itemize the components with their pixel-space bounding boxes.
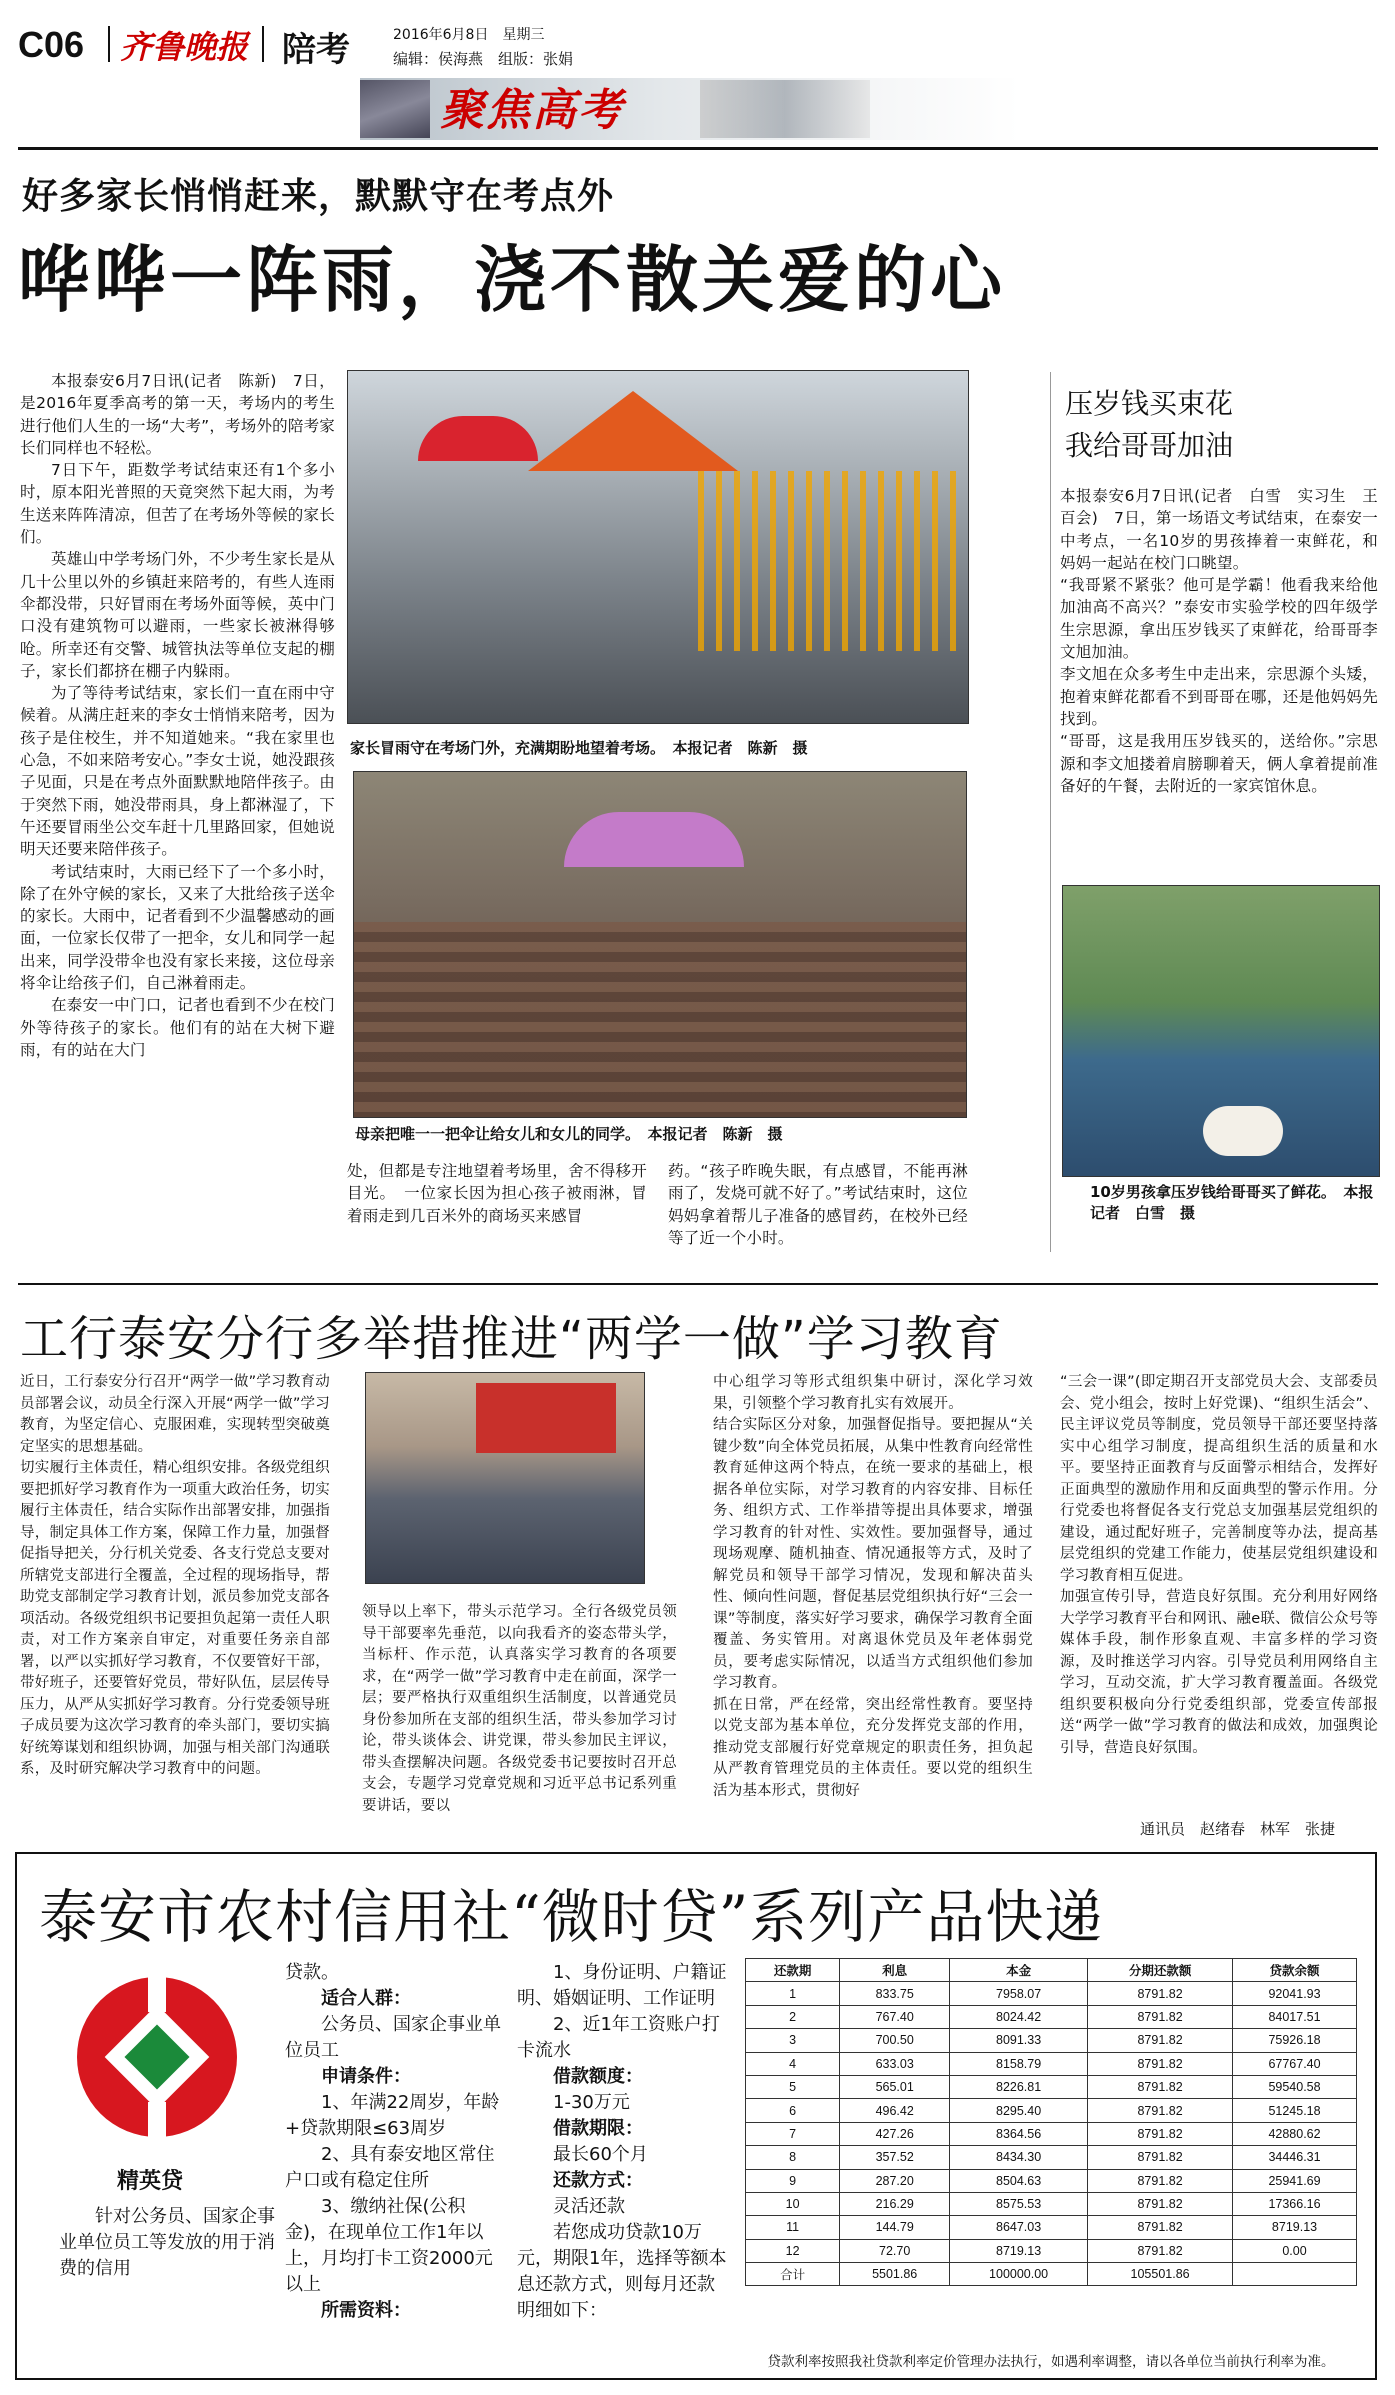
table-row xyxy=(746,2052,1357,2075)
table-row xyxy=(746,2192,1357,2215)
table-cell: 105501.86 xyxy=(1088,2263,1233,2286)
repayment-table xyxy=(745,1958,1357,2286)
table-cell: 8791.82 xyxy=(1088,2169,1233,2192)
newspaper-logo: 齐鲁晚报 xyxy=(120,28,249,66)
story1-paragraph: 为了等待考试结束，家长们一直在雨中守候着。从满庄赶来的李女士悄悄来陪考，因为孩子是住校生，并不知道她来。“我在家里也心急，不如来陪考安心。”李女士说，她没跟孩子见面，只是在考点外面默默地陪伴孩子。由于突然下雨，她没带雨具，身上都淋湿了，下午还要冒雨坐公交车赶十几里路回家，但她说明天还要来陪伴孩子。 xyxy=(20,684,335,859)
story1-kicker: 好多家长悄悄赶来，默默守在考点外 xyxy=(22,176,615,217)
table-row xyxy=(746,2216,1357,2239)
story2-photo-caption: 10岁男孩拿压岁钱给哥哥买了鲜花。 本报记者 白雪 摄 xyxy=(1090,1183,1374,1222)
section-name: 陪考 xyxy=(282,30,350,70)
table-cell: 8158.79 xyxy=(950,2052,1088,2075)
table-row xyxy=(746,2075,1357,2098)
table-cell: 8791.82 xyxy=(1088,1982,1233,2005)
table-cell: 700.50 xyxy=(840,2029,950,2052)
table-cell: 67767.40 xyxy=(1233,2052,1357,2075)
table-cell: 8791.82 xyxy=(1088,2146,1233,2169)
table-header-cell: 本金 xyxy=(950,1959,1088,1982)
table-cell: 25941.69 xyxy=(1233,2169,1357,2192)
table-cell: 8719.13 xyxy=(950,2239,1088,2262)
ad-line: 公务员、国家企事业单位员工 xyxy=(285,2014,501,2061)
table-cell: 496.42 xyxy=(840,2099,950,2122)
story1-column-2: 处，但都是专注地望着考场里，舍不得移开目光。 一位家长因为担心孩子被雨淋，冒着雨走到几百米外的商场买来感冒 xyxy=(347,1162,647,1225)
table-cell: 565.01 xyxy=(840,2075,950,2098)
table-cell: 5 xyxy=(746,2075,840,2098)
story1-headline: 哗哗一阵雨，浇不散关爱的心 xyxy=(18,237,1007,322)
ad-headline: 泰安市农村信用社“微时贷”系列产品快递 xyxy=(39,1883,1104,1951)
table-cell: 34446.31 xyxy=(1233,2146,1357,2169)
story1-paragraph: 考试结束时，大雨已经下了一个多小时，除了在外守候的家长，又来了大批给孩子送伞的家长。大雨中，记者看到不少温馨感动的画面，一位家长仅带了一把伞，女儿和同学一起出来，同学没带伞也没有家长来接，这位母亲将伞让给孩子们，自己淋着雨走。 xyxy=(20,862,335,993)
table-cell: 8226.81 xyxy=(950,2075,1088,2098)
table-cell: 100000.00 xyxy=(950,2263,1088,2286)
ad-line: 1-30万元 xyxy=(553,2092,630,2113)
story1-photo-umbrella-mother xyxy=(353,771,967,1118)
story3-column-2: 领导以上率下，带头示范学习。全行各级党员领导干部要率先垂范，以向我看齐的姿态带头学，当标杆、作示范，认真落实学习教育的各项要求，在“两学一做”学习教育中走在前面，深学一层；要严格执行双重组织生活制度，以普通党员身份参加所在支部的组织生活，带头参加学习讨论，带头谈体会、讲党课，带头参加民主评议，带头查摆解决问题。各级党委书记要按时召开总支会，专题学习党章党规和习近平总书记系列重要讲话，要以 xyxy=(362,1604,677,1814)
ad-line: 2、具有泰安地区常住户口或有稳定住所 xyxy=(285,2144,495,2191)
table-cell xyxy=(1233,2263,1357,2286)
story3-column-1: 近日，工行泰安分行召开“两学一做”学习教育动员部署会议，动员全行深入开展“两学一做”学习教育，为坚定信心、克服困难，实现转型突破奠定坚实的思想基础。 切实履行主体责任，精心组织安排。各级党组织要把抓好学习教育作为一项重大政治任务，切实履行主体责任，结合实际作出部署安排，加强指导，制定具体工作方案，保障工作力量，加强督促指导把关，分行机关党委、各支行党总支要对所辖党支部进行全覆盖，全过程的现场指导，帮助党支部制定学习教育计划，派员参加党支部各项活动。各级党组织书记要担负起第一责任人职责，对工作方案亲自审定，对重要任务亲自部署，以严以实抓好学习教育，不仅要管好干部，带好班子，还要管好党员，带好队伍，层层传导压力，从严从实抓好学习教育。分行党委领导班子成员要为这次学习教育的牵头部门，要切实搞好统筹谋划和组织协调，加强与相关部门沟通联系，及时研究解决学习教育中的问题。 xyxy=(20,1374,330,1777)
table-cell: 8791.82 xyxy=(1088,2122,1233,2145)
ad-line-heading: 所需资料： xyxy=(321,2300,411,2321)
table-row xyxy=(746,2239,1357,2262)
table-cell: 8647.03 xyxy=(950,2216,1088,2239)
ad-line-heading: 借款期限： xyxy=(553,2118,643,2139)
story3-headline: 工行泰安分行多举措推进“两学一做”学习教育 xyxy=(20,1311,1003,1367)
credit-union-logo xyxy=(72,1972,242,2142)
story1-paragraph: 英雄山中学考场门外，不少考生家长是从几十公里以外的乡镇赶来陪考的，有些人连雨伞都没带，只好冒雨在考场外面等候，英中门口没有建筑物可以避雨，一些家长被淋得够呛。所幸还有交警、城管执法等单位支起的棚子，家长们都挤在棚子内躲雨。 xyxy=(20,550,335,680)
table-cell: 8575.53 xyxy=(950,2192,1088,2215)
ad-frame xyxy=(15,1852,1377,2380)
banner-photo-right xyxy=(700,80,870,138)
umbrella-shape xyxy=(564,812,744,867)
ad-line-heading: 申请条件： xyxy=(321,2066,411,2087)
ad-line: 最长60个月 xyxy=(553,2144,648,2165)
story1-paragraph: 在泰安一中门口，记者也看到不少在校门外等待孩子的家长。他们有的站在大树下避雨，有的站在大门 xyxy=(20,996,335,1059)
table-cell: 8434.30 xyxy=(950,2146,1088,2169)
table-cell: 8791.82 xyxy=(1088,2029,1233,2052)
table-header-row xyxy=(746,1959,1357,1982)
header-divider xyxy=(18,147,1378,150)
table-cell: 72.70 xyxy=(840,2239,950,2262)
table-row xyxy=(746,2099,1357,2122)
table-cell: 5501.86 xyxy=(840,2263,950,2286)
ad-line: 1、身份证明、户籍证明、婚姻证明、工作证明 xyxy=(517,1962,727,2009)
story1-photo1-caption: 家长冒雨守在考场门外，充满期盼地望着考场。 本报记者 陈新 摄 xyxy=(350,739,808,757)
story1-column-1 xyxy=(20,370,335,1260)
table-cell: 8791.82 xyxy=(1088,2239,1233,2262)
editor-credits: 编辑：侯海燕 组版：张娟 xyxy=(393,50,574,68)
story3-column-3: 中心组学习等形式组织集中研讨，深化学习效果，引领整个学习教育扎实有效展开。 结合实际区分对象，加强督促指导。要把握从“关键少数”向全体党员拓展，从集中性教育向经常性教育延伸这两个特点，在统一要求的基础上，根据各单位实际，对学习教育的内容安排、目标任务、组织方式、工作举措等提出具体要求，增强学习教育的针对性、实效性。要加强督导，通过现场观摩、随机抽查、情况通报等方式，及时了解党员和领导干部学习情况，发现和解决苗头性、倾向性问题，督促基层党组织执行好“三会一课”等制度，落实好学习要求，确保学习教育全面覆盖、务实管用。对离退休党员及年老体弱党员，要考虑实际情况，以适当方式组织他们参加学习教育。 抓在日常，严在经常，突出经常性教育。要坚持以党支部为基本单位，充分发挥党支部的作用，推动党支部履行好党章规定的职责任务，担负起从严教育管理党员的主体责任。要以党的组织生活为基本形式，贯彻好 xyxy=(713,1374,1033,1799)
ad-line-heading: 还款方式： xyxy=(553,2170,643,2191)
table-cell: 287.20 xyxy=(840,2169,950,2192)
table-cell: 833.75 xyxy=(840,1982,950,2005)
story2-photo-flowers xyxy=(1062,885,1380,1177)
table-cell: 2 xyxy=(746,2005,840,2028)
ad-line: 1、年满22周岁，年龄+贷款期限≤63周岁 xyxy=(285,2092,500,2139)
table-header-cell: 还款期 xyxy=(746,1959,840,1982)
issue-date: 2016年6月8日 星期三 xyxy=(393,27,545,43)
table-cell: 8791.82 xyxy=(1088,2099,1233,2122)
table-cell: 92041.93 xyxy=(1233,1982,1357,2005)
story1-photo2-caption: 母亲把唯一一把伞让给女儿和女儿的同学。 本报记者 陈新 摄 xyxy=(355,1125,783,1143)
table-cell: 51245.18 xyxy=(1233,2099,1357,2122)
page-number: C06 xyxy=(18,24,85,65)
banner-title: 聚焦高考 xyxy=(440,85,624,136)
story2-body: 本报泰安6月7日讯(记者 白雪 实习生 王百会) 7日，第一场语文考试结束，在泰安一中考点，一名10岁的男孩捧着一束鲜花，和妈妈一起站在校门口眺望。 “我哥紧不紧张？他可是学霸！他看我来给他加油高不高兴？”泰安市实验学校的四年级学生宗思源，拿出压岁钱买了束鲜花，给哥哥李文旭加油。 李文旭在众多考生中走出来，宗思源个头矮，抱着束鲜花都看不到哥哥在哪，还是他妈妈先找到。 “哥哥，这是我用压岁钱买的，送给你。”宗思源和李文旭搂着肩膀聊着天，俩人拿着提前准备好的午餐，去附近的一家宾馆休息。 xyxy=(1060,487,1378,795)
story1-photo-rain-wait xyxy=(347,370,969,724)
table-cell: 427.26 xyxy=(840,2122,950,2145)
table-cell: 8791.82 xyxy=(1088,2075,1233,2098)
flower-bouquet-shape xyxy=(1203,1106,1283,1156)
table-cell: 767.40 xyxy=(840,2005,950,2028)
table-cell: 7 xyxy=(746,2122,840,2145)
table-cell: 633.03 xyxy=(840,2052,950,2075)
table-cell: 84017.51 xyxy=(1233,2005,1357,2028)
table-header-cell: 贷款余额 xyxy=(1233,1959,1357,1982)
ad-line: 贷款。 xyxy=(285,1962,339,1983)
story3-byline: 通讯员 赵绪春 林军 张捷 xyxy=(1140,1820,1336,1838)
table-cell: 合计 xyxy=(746,2263,840,2286)
ad-product-name: 精英贷 xyxy=(117,2169,184,2194)
table-row xyxy=(746,1982,1357,2005)
story1-paragraph: 7日下午，距数学考试结束还有1个多小时，原本阳光普照的天竟突然下起大雨，为考生送来阵阵清凉，但苦了在考场外等候的家长们。 xyxy=(20,461,335,547)
gate-shape xyxy=(698,471,968,651)
table-cell: 8091.33 xyxy=(950,2029,1088,2052)
table-cell: 10 xyxy=(746,2192,840,2215)
umbrella-shape xyxy=(418,416,538,461)
table-cell: 9 xyxy=(746,2169,840,2192)
table-cell: 59540.58 xyxy=(1233,2075,1357,2098)
table-row xyxy=(746,2146,1357,2169)
table-cell: 42880.62 xyxy=(1233,2122,1357,2145)
page-header xyxy=(0,0,1395,150)
table-cell: 8791.82 xyxy=(1088,2192,1233,2215)
table-row xyxy=(746,2169,1357,2192)
table-cell: 11 xyxy=(746,2216,840,2239)
section-divider xyxy=(18,1283,1378,1285)
ad-footnote: 贷款利率按照我社贷款利率定价管理办法执行，如遇利率调整，请以各单位当前执行利率为准。 xyxy=(767,2354,1335,2370)
table-cell: 8295.40 xyxy=(950,2099,1088,2122)
table-row xyxy=(746,2122,1357,2145)
story3-column-4: “三会一课”(即定期召开支部党员大会、支部委员会、党小组会，按时上好党课)、“组织生活会”、民主评议党员等制度，党员领导干部还要坚持落实中心组学习制度，提高组织生活的质量和水平。要坚持正面教育与反面警示相结合，发挥好正面典型的激励作用和反面典型的警示作用。分行党委也将督促各支行党总支加强基层党组织的建设，通过配好班子，完善制度等办法，提高基层党组织的党建工作能力，使基层党组织建设和学习教育相互促进。 加强宣传引导，营造良好氛围。充分利用好网络大学学习教育平台和网讯、融e联、微信公众号等媒体手段，制作形象直观、丰富多样的学习资源，及时推送学习内容。引导党员利用网络自主学习，互动交流，扩大学习教育覆盖面。各级党组织要积极向分行党委组织部，党委宣传部报送“两学一做”学习教育的做法和成效，加强舆论引导，营造良好氛围。 xyxy=(1060,1374,1378,1756)
table-header-cell: 分期还款额 xyxy=(1088,1959,1233,1982)
stage-banner-shape xyxy=(476,1383,616,1453)
story3-photo-meeting xyxy=(365,1372,645,1584)
table-cell: 8 xyxy=(746,2146,840,2169)
table-cell: 6 xyxy=(746,2099,840,2122)
story2-headline: 压岁钱买束花 我给哥哥加油 xyxy=(1065,387,1234,462)
table-row xyxy=(746,2005,1357,2028)
table-header-cell: 利息 xyxy=(840,1959,950,1982)
stairs-shape xyxy=(354,922,966,1117)
table-cell: 1 xyxy=(746,1982,840,2005)
table-cell: 8791.82 xyxy=(1088,2052,1233,2075)
story1-column-3: 药。“孩子昨晚失眠，有点感冒，不能再淋雨了，发烧可就不好了。”考试结束时，这位妈妈拿着帮儿子准备的感冒药，在校外已经等了近一个小时。 xyxy=(668,1162,968,1247)
table-cell: 3 xyxy=(746,2029,840,2052)
tent-shape xyxy=(528,391,738,471)
ad-line-heading: 借款额度： xyxy=(553,2066,643,2087)
ad-line-heading: 适合人群： xyxy=(321,1988,411,2009)
table-cell: 7958.07 xyxy=(950,1982,1088,2005)
ad-line: 2、近1年工资账户打卡流水 xyxy=(517,2014,720,2061)
table-cell: 8791.82 xyxy=(1088,2005,1233,2028)
table-cell: 0.00 xyxy=(1233,2239,1357,2262)
table-cell: 8791.82 xyxy=(1088,2216,1233,2239)
ad-line: 灵活还款 xyxy=(553,2196,625,2217)
ad-product-description: 针对公务员、国家企事业单位员工等发放的用于消费的信用 xyxy=(59,2206,275,2279)
table-cell: 75926.18 xyxy=(1233,2029,1357,2052)
ad-conditions-column-a xyxy=(285,1960,507,2324)
table-cell: 4 xyxy=(746,2052,840,2075)
story1-paragraph: 本报泰安6月7日讯(记者 陈新) 7日，是2016年夏季高考的第一天，考场内的考生进行他们人生的一场“大考”，考场外的陪考家长们同样也不轻松。 xyxy=(20,372,335,457)
column-divider xyxy=(1050,372,1051,1252)
table-row xyxy=(746,2029,1357,2052)
banner-photo xyxy=(360,80,430,138)
ad-conditions-column-b xyxy=(517,1960,727,2324)
table-cell: 8719.13 xyxy=(1233,2216,1357,2239)
repayment-table-wrap xyxy=(745,1958,1357,2286)
table-cell: 12 xyxy=(746,2239,840,2262)
ad-line: 3、缴纳社保(公积金)，在现单位工作1年以上，月均打卡工资2000元以上 xyxy=(285,2196,493,2295)
table-cell: 216.29 xyxy=(840,2192,950,2215)
table-cell: 17366.16 xyxy=(1233,2192,1357,2215)
table-cell: 144.79 xyxy=(840,2216,950,2239)
table-cell: 8024.42 xyxy=(950,2005,1088,2028)
table-cell: 357.52 xyxy=(840,2146,950,2169)
table-cell: 8504.63 xyxy=(950,2169,1088,2192)
table-row xyxy=(746,2263,1357,2286)
table-cell: 8364.56 xyxy=(950,2122,1088,2145)
ad-line: 若您成功贷款10万元，期限1年，选择等额本息还款方式，则每月还款明细如下： xyxy=(517,2222,727,2321)
